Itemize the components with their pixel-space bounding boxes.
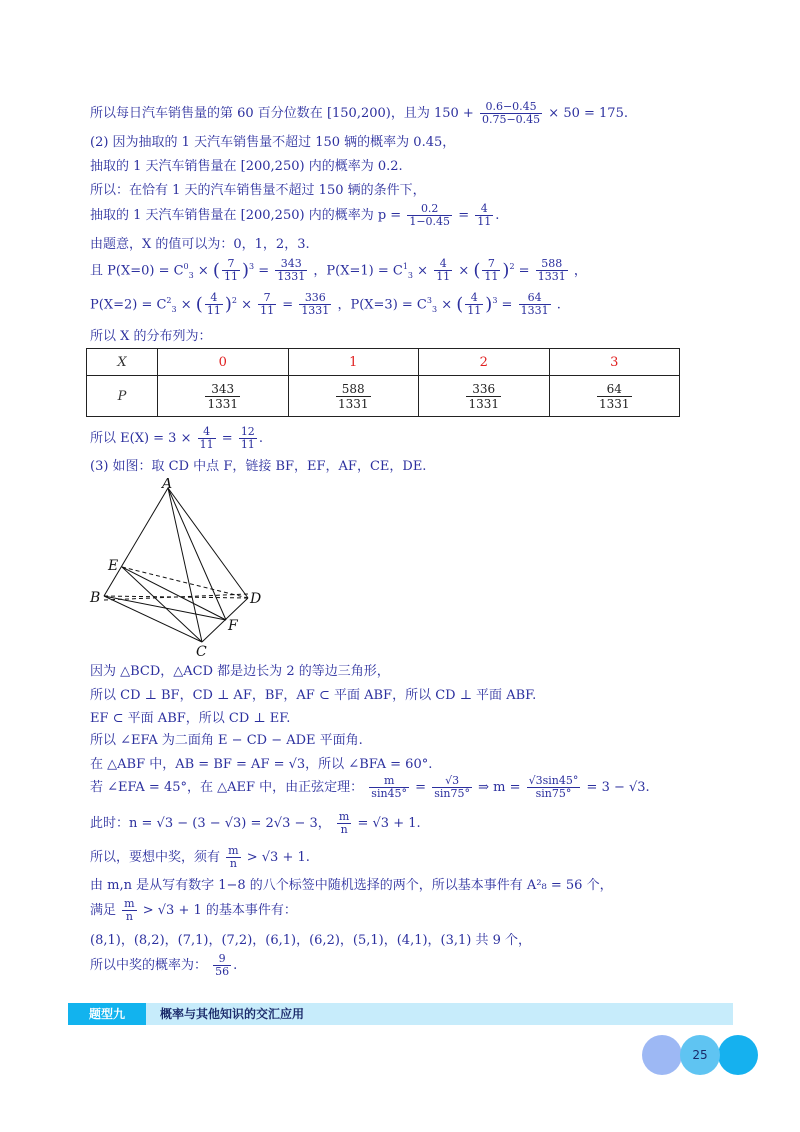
numerator: 12 (240, 425, 255, 438)
label-e: E (108, 558, 119, 574)
fraction (369, 775, 409, 800)
numerator: 343 (205, 382, 240, 397)
text: > √3 + 1. (246, 850, 310, 865)
x-value-cell: 1 (288, 349, 419, 376)
page-number: 25 (680, 1035, 720, 1075)
text: = (221, 431, 233, 446)
line-perpendicular: 所以 CD ⊥ BF，CD ⊥ AF，BF，AF ⊂ 平面 ABF，所以 CD ⊥ 平面 ABF. (90, 688, 537, 703)
denominator: n (340, 823, 348, 836)
fraction (213, 953, 231, 978)
fraction (527, 775, 581, 800)
denominator: 1331 (468, 396, 500, 411)
numerator: 588 (536, 258, 568, 271)
denominator: 0.75−0.45 (481, 113, 541, 126)
text: 满足 (90, 903, 117, 918)
edge-bf (104, 596, 226, 620)
text: × (197, 263, 209, 279)
denominator: sin75° (434, 787, 470, 800)
line-expectation: 所以 E(X) = 3 × $\frac{4}{11}$ = $\frac{12}{11}$ . (90, 425, 263, 451)
denominator: 11 (199, 438, 214, 451)
edge-bc (104, 596, 202, 642)
denominator: n (125, 910, 133, 923)
fraction (198, 426, 216, 451)
sup: 3 (492, 296, 498, 305)
x-value-cell: 2 (419, 349, 550, 376)
denominator: 11 (206, 304, 221, 318)
sup: 3 (426, 296, 432, 305)
denominator: 1−0.45 (409, 215, 451, 228)
sup: 0 (183, 262, 189, 271)
sup: 2 (509, 262, 515, 271)
denominator: 1331 (520, 304, 549, 318)
fraction (597, 382, 632, 411)
text: = (258, 263, 274, 279)
text: = √3 + 1. (357, 816, 421, 831)
denominator: 11 (436, 270, 451, 284)
text: 且 P(X=0) = C (90, 263, 184, 279)
text: = (458, 208, 470, 223)
denominator: 11 (477, 215, 492, 228)
fraction (299, 292, 331, 317)
denominator: 1331 (277, 270, 306, 284)
row-label-x: X (87, 349, 158, 376)
section-tag: 题型九 (68, 1003, 146, 1025)
fraction (122, 898, 136, 923)
sup: 3 (248, 262, 255, 271)
sub: 3 (407, 270, 413, 280)
sup: 1 (402, 262, 408, 271)
sup: 2 (231, 296, 237, 305)
numerator: 7 (258, 292, 276, 305)
text: = (282, 297, 298, 313)
line-event-list: (8,1)，(8,2)，(7,1)，(7,2)，(6,1)，(6,2)，(5,1)，(4,1)，(3,1) 共 9 个， (90, 933, 532, 948)
text: 所以每日汽车销售量的第 60 百分位数在 [150,200)，且为 150 + (90, 106, 474, 121)
fraction (226, 845, 240, 870)
numerator: m (338, 810, 350, 823)
numerator: √3sin45° (528, 774, 579, 787)
text: × (458, 263, 470, 279)
line-p0-p1: 且 $P(X=0) = C^0_3$ × ( $\frac{7}{11}$ )$^3$ = $\frac{343}{1331}$ ，$P(X=1) = C^1_3$ × $\frac{4}{11}$ × ( $\frac{7}{11}$ )$^2$ = $\frac{588}{1331}$ ， (90, 257, 587, 284)
text: 所以，要想中奖，须有 (90, 850, 221, 865)
line-probability: 所以中奖的概率为： $\frac{9}{56}$ . (90, 952, 238, 978)
tetrahedron-figure (86, 478, 276, 658)
fraction (480, 101, 542, 126)
denominator: 56 (215, 965, 230, 978)
numerator: 4 (198, 426, 216, 439)
numerator: 0.2 (407, 203, 452, 216)
line-dihedral: 所以 ∠EFA 为二面角 E − CD − ADE 平面角. (90, 733, 363, 748)
line-ef-in-plane: EF ⊂ 平面 ABF，所以 CD ⊥ EF. (90, 711, 291, 726)
denominator: 1331 (207, 396, 239, 411)
line-triangle-abf: 在 △ABF 中，AB = BF = AF = √3，所以 ∠BFA = 60°. (90, 757, 433, 772)
fraction (434, 258, 452, 283)
label-f: F (228, 618, 238, 634)
line-part2-intro: (2) 因为抽取的 1 天汽车销售量不超过 150 辆的概率为 0.45， (90, 135, 456, 150)
numerator: m (369, 775, 409, 788)
numerator: 336 (466, 382, 501, 397)
denominator: 1331 (537, 270, 566, 284)
table-row (87, 376, 680, 417)
page-decoration-circle (642, 1035, 682, 1075)
denominator: 11 (484, 270, 499, 284)
p-value-cell (419, 376, 550, 417)
denominator: 1331 (598, 396, 630, 411)
line-equilateral: 因为 △BCD，△ACD 都是边长为 2 的等边三角形， (90, 664, 390, 679)
fraction (465, 292, 483, 317)
line-p-value: 抽取的 1 天汽车销售量在 [200,250) 内的概率为 p = $\frac{0.2}{1-0.45}$ = $\frac{4}{11}$ . (90, 202, 500, 228)
text: ，P(X=3) = C (337, 297, 427, 313)
table-row (87, 349, 680, 376)
denominator: sin75° (535, 787, 572, 800)
denominator: 11 (223, 270, 238, 284)
denominator: 11 (260, 304, 275, 318)
text: × 50 = 175. (548, 106, 628, 121)
line-conditional: 所以：在恰有 1 天的汽车销售量不超过 150 辆的条件下， (90, 183, 426, 198)
line-distribution-label: 所以 X 的分布列为： (90, 329, 212, 344)
numerator: 0.6−0.45 (480, 101, 542, 114)
label-d: D (250, 591, 262, 607)
numerator: m (124, 897, 135, 910)
row-label-p: P (87, 376, 158, 417)
section-title: 概率与其他知识的交汇应用 (160, 1007, 305, 1021)
fraction (519, 292, 551, 317)
numerator: 7 (482, 258, 500, 271)
fraction (536, 258, 568, 283)
numerator: 343 (275, 258, 307, 271)
text: = (501, 297, 517, 313)
numerator: 9 (213, 953, 231, 966)
sub: 3 (171, 304, 177, 314)
numerator: √3 (432, 775, 472, 788)
numerator: 64 (519, 292, 551, 305)
text: P(X=2) = C (90, 297, 167, 313)
denominator: 11 (240, 438, 255, 451)
p-value-cell (549, 376, 680, 417)
label-a: A (162, 478, 173, 492)
x-value-cell: 3 (549, 349, 680, 376)
line-basic-events: 由 m,n 是从写有数字 1−8 的八个标签中随机选择的两个，所以基本事件有 A²₈ = 56 个， (90, 878, 613, 893)
fraction (337, 811, 351, 836)
denominator: 1331 (337, 396, 369, 411)
label-c: C (196, 644, 207, 658)
text: 所以 E(X) = 3 × (90, 431, 192, 446)
line-prob-200-250: 抽取的 1 天汽车销售量在 [200,250) 内的概率为 0.2. (90, 159, 403, 174)
numerator: 4 (434, 258, 452, 271)
line-win-condition (90, 845, 310, 870)
line-sine-rule: 若 ∠EFA = 45°，在 △AEF 中，由正弦定理： $\frac{m}{\sin 45^\circ}$ = $\frac{√3}{\sin 75^\circ}$ ⇒ m = $\frac{√3\sin 45^\circ}{\sin 75^\circ}$ = 3 − √3. (90, 774, 650, 800)
fraction (275, 258, 307, 283)
denominator: 1331 (301, 304, 330, 318)
text: × (441, 297, 453, 313)
fraction (407, 203, 452, 228)
edge-ce (122, 567, 202, 642)
fraction (258, 292, 276, 317)
denominator: 11 (467, 304, 482, 318)
numerator: 4 (205, 292, 223, 305)
p-value-cell (288, 376, 419, 417)
line-x-values: 由题意，X 的值可以为：0，1，2，3. (90, 237, 310, 252)
distribution-table (86, 348, 680, 417)
fraction (205, 292, 223, 317)
sub: 3 (431, 304, 438, 314)
text: × (417, 263, 429, 279)
numerator: 4 (475, 203, 493, 216)
section-banner (68, 1003, 733, 1025)
fraction (336, 382, 371, 411)
text: = (518, 263, 534, 279)
label-b: B (90, 590, 101, 606)
text: ， (573, 263, 587, 279)
numerator: 4 (465, 292, 483, 305)
denominator: n (229, 857, 237, 870)
text: > √3 + 1 的基本事件有： (142, 903, 297, 918)
text: = 3 − √3. (586, 780, 650, 795)
text: 此时：n = √3 − (3 − √3) = 2√3 − 3， (90, 816, 331, 831)
text: ，P(X=1) = C (313, 263, 403, 279)
fraction (239, 426, 257, 451)
numerator: 336 (299, 292, 331, 305)
text: 所以中奖的概率为： (90, 958, 208, 973)
page-decoration-circle (718, 1035, 758, 1075)
fraction (482, 258, 500, 283)
x-value-cell: 0 (158, 349, 289, 376)
text: ⇒ m = (478, 780, 521, 795)
edge-af (168, 488, 226, 620)
sub: 3 (188, 270, 194, 280)
fraction (475, 203, 493, 228)
line-percentile (90, 101, 628, 126)
line-satisfying (90, 898, 297, 923)
line-part3-intro: (3) 如图：取 CD 中点 F，链接 BF，EF，AF，CE，DE. (90, 459, 427, 474)
text: 抽取的 1 天汽车销售量在 [200,250) 内的概率为 p = (90, 208, 402, 223)
numerator: 588 (336, 382, 371, 397)
text: 若 ∠EFA = 45°，在 △AEF 中，由正弦定理： (90, 780, 364, 795)
text: × (180, 297, 192, 313)
numerator: 64 (597, 382, 632, 397)
text: × (241, 297, 252, 313)
line-p2-p3: $P(X=2) = C^2_3$ × ( $\frac{4}{11}$ )$^2$ × $\frac{7}{11}$ = $\frac{336}{1331}$ ，$P(X=3) = C^3_3$ × ( $\frac{4}{11}$ )$^3$ = $\frac{64}{1331}$ . (90, 291, 561, 318)
p-value-cell (158, 376, 289, 417)
sup: 2 (166, 296, 172, 305)
fraction (205, 382, 240, 411)
line-n-value (90, 811, 421, 836)
text: . (556, 297, 561, 313)
numerator: 7 (222, 258, 240, 271)
fraction (222, 258, 240, 283)
fraction (466, 382, 501, 411)
fraction (432, 775, 472, 800)
denominator: sin45° (371, 787, 408, 800)
numerator: m (228, 844, 239, 857)
